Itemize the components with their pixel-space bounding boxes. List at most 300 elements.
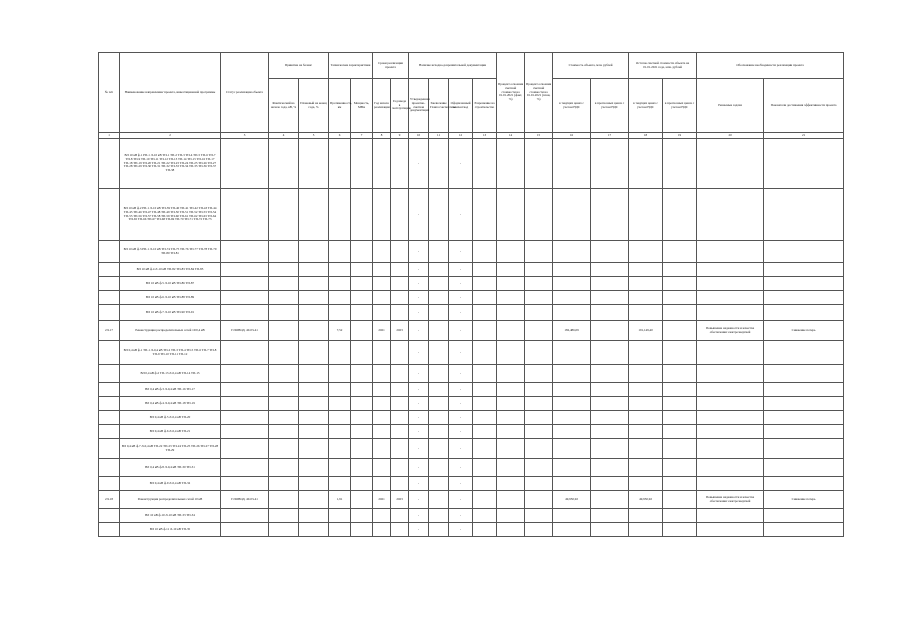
cell-tasks bbox=[697, 241, 764, 263]
cell bbox=[497, 459, 525, 477]
cell bbox=[429, 241, 449, 263]
cell bbox=[497, 397, 525, 411]
table-row bbox=[99, 459, 844, 477]
row-name: ВЛ 10 кВ ф.3 РП-1 Л-10 кВ ТП-74 ТП-75 ТП-76 ТП-77 ТП-78 ТП-79 ТП-80 ТП-81 bbox=[120, 241, 221, 263]
cell-remainder bbox=[629, 263, 663, 277]
cell-tasks bbox=[697, 439, 764, 459]
cell bbox=[429, 383, 449, 397]
cell bbox=[525, 425, 553, 439]
row-status: Г.ПОВОД, 40-03-41 bbox=[221, 491, 269, 509]
cell-docs: - bbox=[449, 291, 473, 305]
table-row bbox=[99, 189, 844, 241]
cell bbox=[299, 341, 329, 365]
table-row bbox=[99, 523, 844, 537]
cell-length bbox=[329, 509, 351, 523]
cell-docs: - bbox=[409, 491, 429, 509]
table-row bbox=[99, 425, 844, 439]
cell-docs: - bbox=[449, 321, 473, 341]
cell-cost bbox=[553, 189, 591, 241]
cell bbox=[429, 425, 449, 439]
cell-docs: - bbox=[409, 263, 429, 277]
row-number bbox=[99, 383, 120, 397]
cell bbox=[591, 477, 629, 491]
cell bbox=[269, 291, 299, 305]
row-status bbox=[221, 291, 269, 305]
cell-tasks bbox=[697, 305, 764, 321]
cell bbox=[525, 397, 553, 411]
cell bbox=[473, 383, 497, 397]
cell-year-end bbox=[391, 411, 409, 425]
header-c8: Год начала реализации bbox=[373, 79, 391, 133]
cell bbox=[525, 341, 553, 365]
cell-tasks bbox=[697, 139, 764, 189]
cell bbox=[473, 439, 497, 459]
cell bbox=[299, 411, 329, 425]
col-number: 20 bbox=[697, 133, 764, 139]
cell bbox=[663, 509, 697, 523]
cell-year-start bbox=[373, 509, 391, 523]
cell-length bbox=[329, 397, 351, 411]
cell bbox=[351, 383, 373, 397]
cell-docs: - bbox=[449, 509, 473, 523]
cell-year-end bbox=[391, 459, 409, 477]
cell-docs: - bbox=[409, 291, 429, 305]
cell bbox=[351, 263, 373, 277]
cell bbox=[429, 459, 449, 477]
cell-length bbox=[329, 425, 351, 439]
col-number: 8 bbox=[373, 133, 391, 139]
cell-remainder bbox=[629, 291, 663, 305]
cell-year-end bbox=[391, 189, 409, 241]
cell-indicators bbox=[764, 397, 844, 411]
cell-year-end bbox=[391, 305, 409, 321]
cell-length bbox=[329, 411, 351, 425]
cell-remainder bbox=[629, 139, 663, 189]
table-row bbox=[99, 365, 844, 383]
cell-cost bbox=[553, 523, 591, 537]
cell bbox=[525, 439, 553, 459]
cell-year-start bbox=[373, 277, 391, 291]
cell bbox=[429, 291, 449, 305]
cell bbox=[351, 139, 373, 189]
cell bbox=[351, 477, 373, 491]
cell bbox=[351, 509, 373, 523]
header-c10: Утвержденная проектно-сметная документация bbox=[409, 79, 429, 133]
cell bbox=[473, 411, 497, 425]
cell bbox=[473, 397, 497, 411]
row-status bbox=[221, 341, 269, 365]
cell bbox=[429, 305, 449, 321]
row-name: ВЛ 0,4 кВ ф.6 Л-0,4 кВ ТП-21 bbox=[120, 425, 221, 439]
row-status bbox=[221, 263, 269, 277]
row-name: ВЛ 10 кВ ф.7 Л-10 кВ ТП-90 ТП-91 bbox=[120, 305, 221, 321]
cell bbox=[663, 425, 697, 439]
cell-docs: - bbox=[449, 411, 473, 425]
cell-year-end bbox=[391, 139, 409, 189]
cell bbox=[663, 365, 697, 383]
cell-docs: - bbox=[409, 241, 429, 263]
cell-remainder bbox=[629, 277, 663, 291]
col-number: 6 bbox=[329, 133, 351, 139]
cell-tasks bbox=[697, 523, 764, 537]
table-row bbox=[99, 509, 844, 523]
cell bbox=[473, 509, 497, 523]
cell bbox=[473, 277, 497, 291]
cell bbox=[663, 459, 697, 477]
col-number: 21 bbox=[764, 133, 844, 139]
cell-docs: - bbox=[449, 383, 473, 397]
cell bbox=[591, 263, 629, 277]
cell bbox=[299, 321, 329, 341]
cell-docs: - bbox=[449, 459, 473, 477]
row-name: Реконструкция распределительных сетей 10 кВ bbox=[120, 491, 221, 509]
row-number: 2.9.17 bbox=[99, 321, 120, 341]
cell bbox=[299, 139, 329, 189]
cell-indicators bbox=[764, 189, 844, 241]
cell-indicators bbox=[764, 383, 844, 397]
cell-year-end bbox=[391, 291, 409, 305]
header-c18: в текущих ценах с учетом НДС bbox=[629, 79, 663, 133]
cell bbox=[269, 341, 299, 365]
cell-remainder bbox=[629, 477, 663, 491]
row-name: ВЛ 0,4 кВ ф.7 Л-0,4 кВ ТП-22 ТП-23 ТП-24 ТП-25 ТП-26 ТП-27 ТП-28 ТП-29 bbox=[120, 439, 221, 459]
cell-remainder bbox=[629, 383, 663, 397]
cell bbox=[269, 491, 299, 509]
cell bbox=[429, 321, 449, 341]
cell-tasks: Повышение надежности и качества обеспечения электроэнергией bbox=[697, 491, 764, 509]
cell bbox=[591, 189, 629, 241]
cell bbox=[351, 439, 373, 459]
cell bbox=[429, 341, 449, 365]
cell bbox=[351, 411, 373, 425]
row-number bbox=[99, 277, 120, 291]
cell-length bbox=[329, 459, 351, 477]
cell bbox=[525, 263, 553, 277]
cell-remainder bbox=[629, 305, 663, 321]
cell bbox=[269, 425, 299, 439]
cell-cost bbox=[553, 459, 591, 477]
cell bbox=[299, 523, 329, 537]
cell-year-start bbox=[373, 523, 391, 537]
table-row bbox=[99, 263, 844, 277]
cell-indicators bbox=[764, 523, 844, 537]
cell bbox=[663, 241, 697, 263]
header-c17: в прогнозных ценах с учетом НДС bbox=[591, 79, 629, 133]
cell bbox=[591, 411, 629, 425]
cell bbox=[299, 241, 329, 263]
cell bbox=[269, 477, 299, 491]
cell-docs: - bbox=[409, 477, 429, 491]
cell-tasks bbox=[697, 383, 764, 397]
cell bbox=[299, 277, 329, 291]
cell bbox=[525, 189, 553, 241]
cell-year-start bbox=[373, 341, 391, 365]
col-number: 11 bbox=[429, 133, 449, 139]
cell-indicators bbox=[764, 241, 844, 263]
header-c4: Фактический на начало года, кВ, % bbox=[269, 79, 299, 133]
cell bbox=[663, 305, 697, 321]
cell-indicators bbox=[764, 365, 844, 383]
cell-tasks: Повышение надежности и качества обеспечения электроэнергией bbox=[697, 321, 764, 341]
table-row bbox=[99, 341, 844, 365]
cell bbox=[299, 305, 329, 321]
cell-cost bbox=[553, 365, 591, 383]
row-number bbox=[99, 523, 120, 537]
cell bbox=[351, 459, 373, 477]
row-status bbox=[221, 139, 269, 189]
header-c12: Оформленный землеотвод bbox=[449, 79, 473, 133]
cell-indicators bbox=[764, 477, 844, 491]
cell-indicators bbox=[764, 459, 844, 477]
cell-year-end bbox=[391, 439, 409, 459]
cell-indicators bbox=[764, 439, 844, 459]
cell bbox=[591, 397, 629, 411]
col-number: 17 bbox=[591, 133, 629, 139]
row-name: ВЛ 10 кВ ф.1 РП-1 Л-10 кВ ТП-1 ТП-2 ТП-3 ТП-4 ТП-5 ТП-6 ТП-7 ТП-8 ТП-9 ТП-10 ТП-11 ТП-12 ТП-13 ТП-14 ТП-15 ТП-16 ТП-17 ТП-18 ТП-19 ТП-20 ТП-21 ТП-22 ТП-23 ТП-24 ТП-25 ТП-26 ТП-27 ТП-28 ТП-29 ТП-30 ТП-31 ТП-32 ТП-33 ТП-34 ТП-35 ТП-36 ТП-37 ТП-38 bbox=[120, 139, 221, 189]
row-number bbox=[99, 425, 120, 439]
cell-year-end bbox=[391, 365, 409, 383]
cell-remainder bbox=[629, 341, 663, 365]
cell-docs: - bbox=[449, 305, 473, 321]
cell-year-end bbox=[391, 397, 409, 411]
cell-year-start bbox=[373, 291, 391, 305]
cell bbox=[299, 365, 329, 383]
cell bbox=[269, 383, 299, 397]
cell bbox=[473, 189, 497, 241]
cell-indicators bbox=[764, 411, 844, 425]
row-status bbox=[221, 241, 269, 263]
cell-remainder bbox=[629, 523, 663, 537]
cell-remainder bbox=[629, 459, 663, 477]
cell-tasks bbox=[697, 459, 764, 477]
cell-docs: - bbox=[449, 523, 473, 537]
cell-tasks bbox=[697, 341, 764, 365]
cell bbox=[591, 459, 629, 477]
row-status bbox=[221, 509, 269, 523]
cell-remainder: 49,950,92 bbox=[629, 491, 663, 509]
cell bbox=[497, 509, 525, 523]
header-pct-fact: Процент освоения сметной стоимости на 01.01.2021 (факт, %) bbox=[497, 53, 525, 133]
cell-indicators bbox=[764, 305, 844, 321]
header-status: Статус реализации объекта bbox=[221, 53, 269, 133]
cell bbox=[525, 459, 553, 477]
cell-docs: - bbox=[449, 425, 473, 439]
cell bbox=[269, 189, 299, 241]
cell bbox=[497, 411, 525, 425]
cell-remainder bbox=[629, 189, 663, 241]
cell bbox=[429, 411, 449, 425]
table-row bbox=[99, 383, 844, 397]
cell-docs: - bbox=[409, 509, 429, 523]
document-sheet bbox=[98, 52, 837, 604]
cell bbox=[429, 439, 449, 459]
row-number bbox=[99, 439, 120, 459]
cell bbox=[351, 189, 373, 241]
cell-year-end: 2023 bbox=[391, 491, 409, 509]
cell-docs: - bbox=[409, 365, 429, 383]
col-number: 5 bbox=[299, 133, 329, 139]
cell bbox=[525, 305, 553, 321]
cell-year-end bbox=[391, 509, 409, 523]
cell bbox=[429, 263, 449, 277]
cell-docs: - bbox=[409, 341, 429, 365]
cell-tasks bbox=[697, 291, 764, 305]
row-status bbox=[221, 277, 269, 291]
cell-docs: - bbox=[409, 425, 429, 439]
cell bbox=[429, 491, 449, 509]
cell bbox=[497, 305, 525, 321]
cell-tasks bbox=[697, 277, 764, 291]
cell-docs: - bbox=[449, 397, 473, 411]
cell bbox=[497, 439, 525, 459]
cell bbox=[429, 365, 449, 383]
col-number: 4 bbox=[269, 133, 299, 139]
header-c19: в прогнозных ценах с учетом НДС bbox=[663, 79, 697, 133]
cell-year-end bbox=[391, 383, 409, 397]
cell bbox=[299, 439, 329, 459]
cell bbox=[525, 139, 553, 189]
cell-cost bbox=[553, 439, 591, 459]
cell bbox=[591, 139, 629, 189]
header-c6: Протяженность, км bbox=[329, 79, 351, 133]
cell bbox=[663, 139, 697, 189]
row-status bbox=[221, 411, 269, 425]
cell-tasks bbox=[697, 263, 764, 277]
cell bbox=[351, 397, 373, 411]
cell bbox=[473, 139, 497, 189]
cell-year-start bbox=[373, 241, 391, 263]
cell bbox=[429, 477, 449, 491]
cell-cost bbox=[553, 241, 591, 263]
cell-cost bbox=[553, 477, 591, 491]
cell bbox=[497, 491, 525, 509]
cell-indicators: Снижение потерь bbox=[764, 321, 844, 341]
cell bbox=[269, 439, 299, 459]
cell-remainder bbox=[629, 425, 663, 439]
row-status bbox=[221, 459, 269, 477]
row-status bbox=[221, 397, 269, 411]
cell-docs: - bbox=[449, 491, 473, 509]
cell-year-start bbox=[373, 305, 391, 321]
cell bbox=[591, 491, 629, 509]
cell bbox=[429, 189, 449, 241]
row-name: ВЛ 10 кВ ф.11 Л-10 кВ ТП-35 bbox=[120, 523, 221, 537]
cell bbox=[473, 263, 497, 277]
cell-cost bbox=[553, 397, 591, 411]
cell-year-end bbox=[391, 341, 409, 365]
cell-docs: - bbox=[409, 383, 429, 397]
cell bbox=[351, 341, 373, 365]
cell-cost bbox=[553, 291, 591, 305]
cell bbox=[591, 305, 629, 321]
col-number: 7 bbox=[351, 133, 373, 139]
row-number bbox=[99, 411, 120, 425]
cell bbox=[525, 411, 553, 425]
cell bbox=[497, 383, 525, 397]
cell bbox=[525, 241, 553, 263]
cell bbox=[663, 523, 697, 537]
cell bbox=[591, 341, 629, 365]
cell-length bbox=[329, 277, 351, 291]
cell-indicators bbox=[764, 341, 844, 365]
row-name: ВЛ 10 кВ ф.5 Л-10 кВ ТП-86 ТП-87 bbox=[120, 277, 221, 291]
table-row bbox=[99, 291, 844, 305]
cell bbox=[351, 523, 373, 537]
cell-docs: - bbox=[409, 189, 429, 241]
cell bbox=[525, 321, 553, 341]
header-group-need: Обоснование необходимости реализации проекта bbox=[697, 53, 844, 79]
col-number: 18 bbox=[629, 133, 663, 139]
row-name: ВЛ 0,4 кВ ф.2 ТП-13 Л-0,4 кВ ТП-14 ТП-15 bbox=[120, 365, 221, 383]
table-header bbox=[99, 53, 844, 139]
table-row bbox=[99, 397, 844, 411]
cell-remainder bbox=[629, 397, 663, 411]
header-c5: Плановый на конец года, % bbox=[299, 79, 329, 133]
cell bbox=[299, 263, 329, 277]
col-number: 13 bbox=[473, 133, 497, 139]
cell-length bbox=[329, 241, 351, 263]
cell bbox=[497, 321, 525, 341]
cell-length bbox=[329, 291, 351, 305]
table-body bbox=[99, 139, 844, 537]
cell-year-start bbox=[373, 459, 391, 477]
cell bbox=[663, 277, 697, 291]
cell-cost: 49,950,92 bbox=[553, 491, 591, 509]
cell-docs: - bbox=[449, 263, 473, 277]
header-c11: Заключение Главгосэкспертизы bbox=[429, 79, 449, 133]
cell-length bbox=[329, 341, 351, 365]
cell bbox=[269, 305, 299, 321]
cell-cost bbox=[553, 425, 591, 439]
cell-docs: - bbox=[409, 459, 429, 477]
header-group-cost: Стоимость объекта, млн. рублей bbox=[553, 53, 629, 79]
cell bbox=[497, 341, 525, 365]
row-name: ВЛ 0,4 кВ ф.3 Л-0,4 кВ ТП-16 ТП-17 bbox=[120, 383, 221, 397]
header-c13: Разрешение на строительство bbox=[473, 79, 497, 133]
cell bbox=[299, 425, 329, 439]
cell-year-start bbox=[373, 139, 391, 189]
cell bbox=[663, 383, 697, 397]
col-number: 15 bbox=[525, 133, 553, 139]
row-name: ВЛ 0,4 кВ ф.4 Л-0,4 кВ ТП-18 ТП-19 bbox=[120, 397, 221, 411]
cell bbox=[473, 459, 497, 477]
row-name: ВЛ 10 кВ ф.6 Л-10 кВ ТП-88 ТП-89 bbox=[120, 291, 221, 305]
row-name: ВЛ 10 кВ ф.2 РП-1 Л-10 кВ ТП-39 ТП-40 ТП-41 ТП-42 ТП-43 ТП-44 ТП-45 ТП-46 ТП-47 ТП-48 ТП-49 ТП-50 ТП-51 ТП-52 ТП-53 ТП-54 ТП-55 ТП-56 ТП-57 ТП-58 ТП-59 ТП-60 ТП-61 ТП-62 ТП-63 ТП-64 ТП-65 ТП-66 ТП-67 ТП-68 ТП-69 ТП-70 ТП-71 ТП-72 ТП-73 bbox=[120, 189, 221, 241]
cell bbox=[591, 383, 629, 397]
cell bbox=[351, 291, 373, 305]
cell-year-start bbox=[373, 397, 391, 411]
cell bbox=[429, 509, 449, 523]
cell bbox=[351, 321, 373, 341]
cell bbox=[497, 189, 525, 241]
cell-tasks bbox=[697, 411, 764, 425]
row-status: Г.ПОВОД, 40-03-41 bbox=[221, 321, 269, 341]
cell-remainder bbox=[629, 509, 663, 523]
cell-docs: - bbox=[409, 305, 429, 321]
cell-length bbox=[329, 139, 351, 189]
cell bbox=[591, 241, 629, 263]
cell bbox=[663, 341, 697, 365]
cell bbox=[299, 491, 329, 509]
row-number bbox=[99, 263, 120, 277]
header-c9: Год ввода в эксплуатацию bbox=[391, 79, 409, 133]
cell bbox=[269, 397, 299, 411]
table-row bbox=[99, 241, 844, 263]
cell bbox=[663, 491, 697, 509]
table-row bbox=[99, 477, 844, 491]
header-group-years: Сроки реализации проекта bbox=[373, 53, 409, 79]
cell bbox=[663, 189, 697, 241]
